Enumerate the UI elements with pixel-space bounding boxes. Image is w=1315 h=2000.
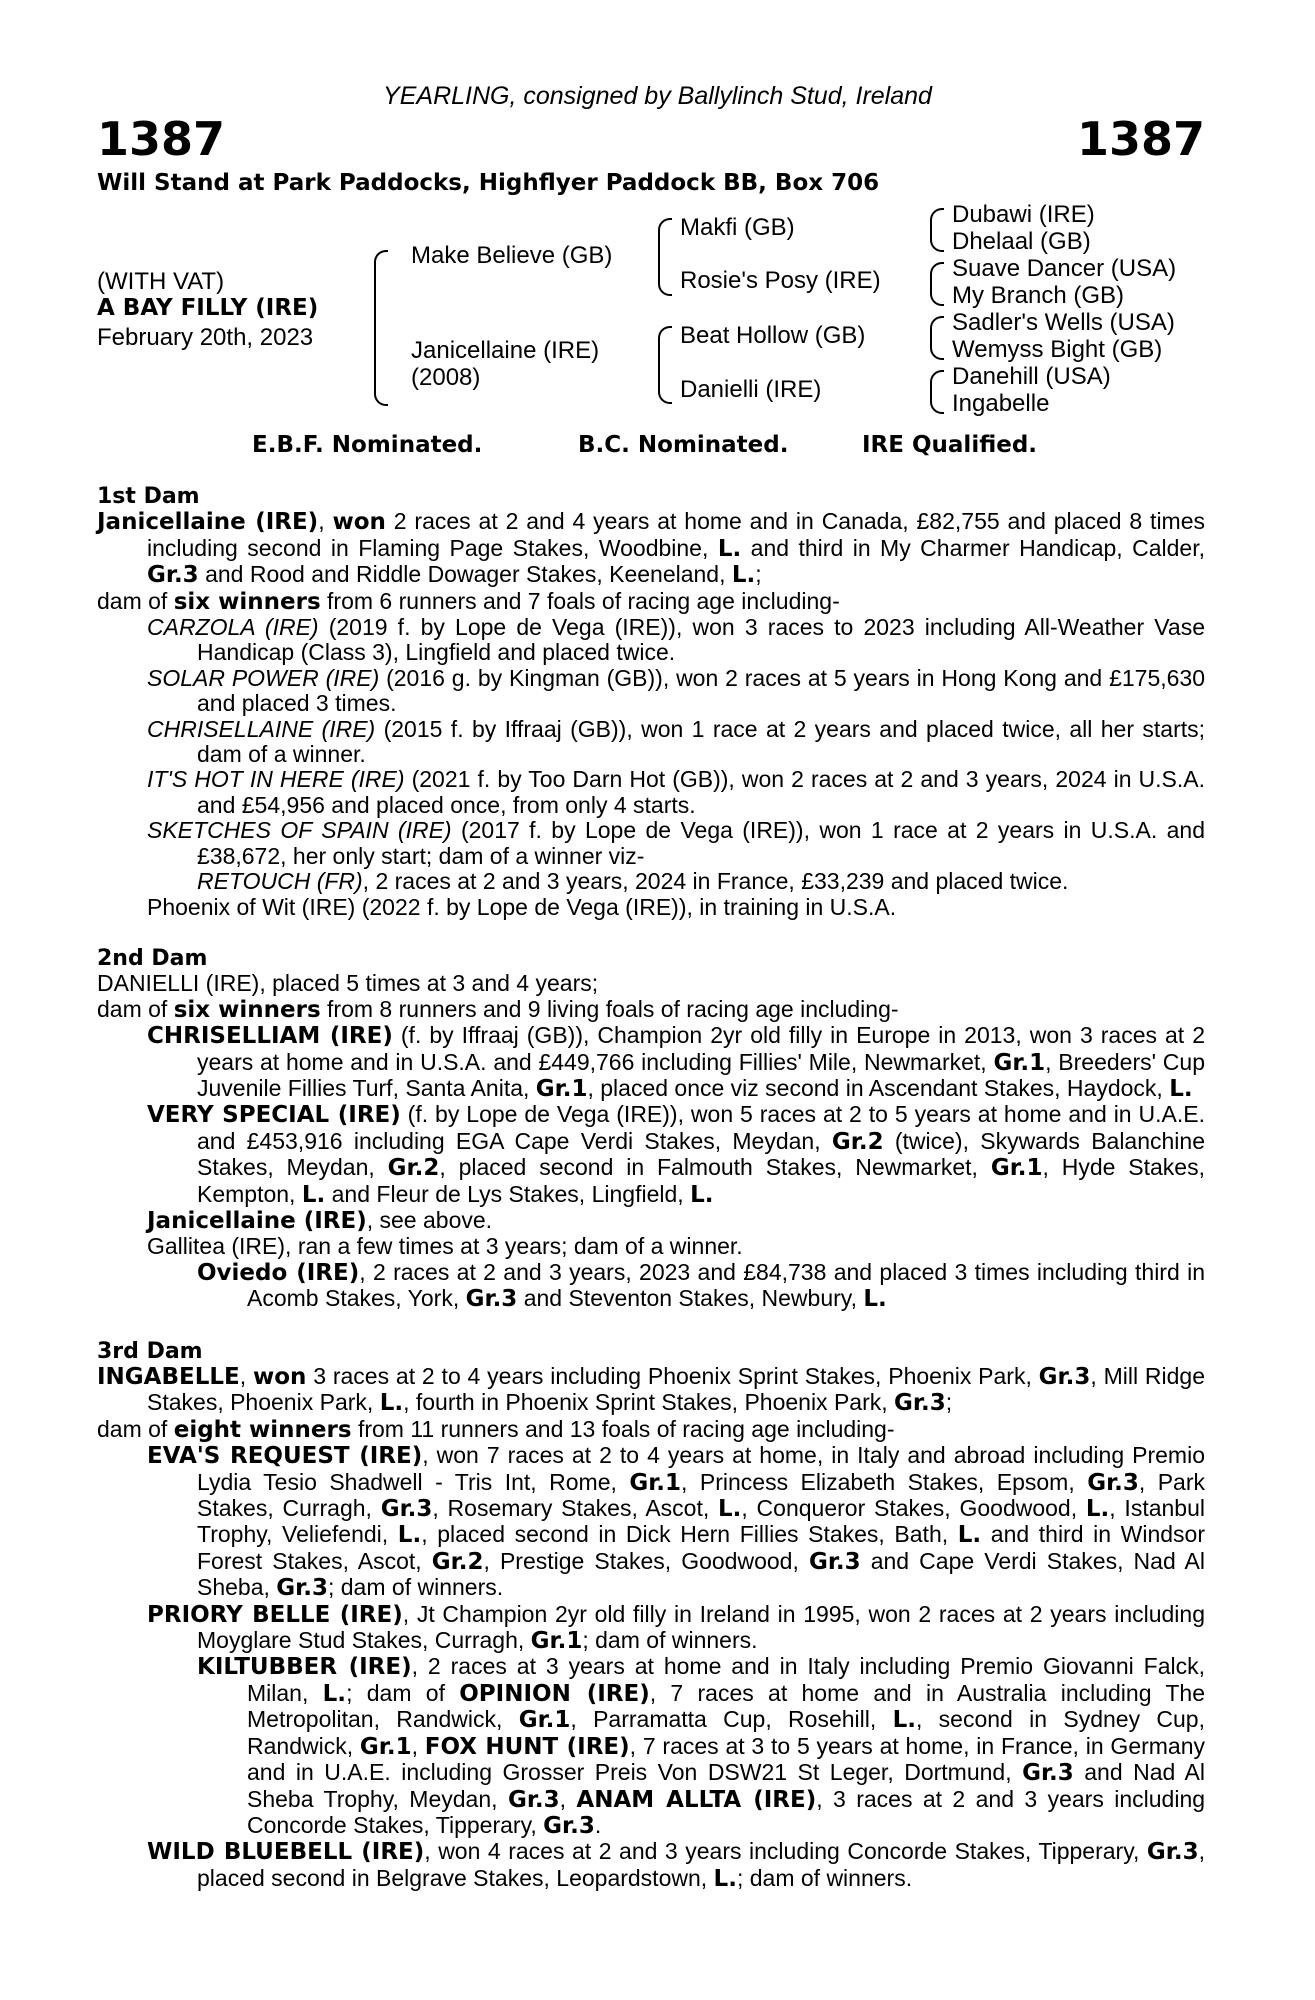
text-run: , second in Sydney Cup, Randwick, (247, 1706, 1205, 1759)
third-dam-produce-summary (97, 1417, 1205, 1443)
sire-name: Make Believe (GB) (411, 242, 613, 269)
bold-text-run: Janicellaine (IRE) (147, 1207, 367, 1234)
text-run: and Steventon Stakes, Newbury, (517, 1285, 864, 1312)
text-run: , Princess Elizabeth Stakes, Epsom, (681, 1468, 1088, 1495)
text-run: , placed once viz second in Ascendant Stakes, Haydock, (587, 1074, 1170, 1101)
text-run: ; (755, 561, 762, 588)
produce-entry (97, 1023, 1205, 1102)
text-run: (2015 f. by Iffraaj (GB)), won 1 race at 2 years and placed twice, all her starts; dam of a winner. (197, 715, 1206, 768)
bold-text-run: Gr.2 (431, 1548, 484, 1575)
text-run: , Mill Ridge Stakes, Phoenix Park, (147, 1363, 1205, 1416)
bracket-gg4 (930, 370, 944, 414)
produce-entry (97, 615, 1205, 666)
bold-text-run: Gr.1 (359, 1733, 412, 1760)
text-run: from 6 runners and 7 foals of racing age including- (320, 587, 840, 614)
lot-number-right: 1387 (1076, 112, 1205, 166)
italic-text-run: RETOUCH (FR) (197, 868, 363, 895)
bold-text-run: won (332, 509, 386, 536)
text-run: , (411, 1732, 425, 1759)
bold-text-run: Gr.3 (507, 1786, 560, 1813)
bracket-gg1 (930, 208, 944, 252)
text-run: 3 races at 2 to 4 years including Phoenix Sprint Stakes, Phoenix Park, (306, 1363, 1039, 1389)
text-run: , (559, 1785, 577, 1812)
produce-entry (97, 1654, 1205, 1839)
bold-text-run: L. (690, 1181, 714, 1208)
first-dam-record (97, 509, 1205, 588)
bold-text-run: CHRISELLIAM (IRE) (147, 1023, 393, 1050)
dam-name: Janicellaine (IRE) (411, 337, 600, 364)
bold-text-run: Gr.1 (629, 1469, 682, 1496)
bold-text-run: L. (957, 1522, 982, 1549)
produce-entry (97, 1102, 1205, 1208)
produce-entry (97, 895, 1205, 920)
text-run: . (594, 1811, 602, 1838)
text-run: ; (945, 1389, 953, 1416)
text-run: and Cape Verdi Stakes, Nad Al Sheba, (197, 1547, 1206, 1601)
bold-text-run: Gr.3 (465, 1286, 518, 1313)
bold-text-run: Gr.1 (535, 1075, 588, 1102)
bold-text-run: Gr.3 (1087, 1469, 1139, 1496)
text-run: , Conqueror Stakes, Goodwood, (741, 1495, 1086, 1522)
text-run: , Prestige Stakes, Goodwood, (483, 1547, 809, 1574)
consignment-line: YEARLING, consigned by Ballylinch Stud, Ireland (383, 82, 932, 110)
text-run: 2 races at 2 and 4 years at home and in Canada, £82,755 and placed 8 times including second in Flaming Page Stakes, Woodbine, (147, 508, 1206, 561)
produce-entry (97, 717, 1205, 768)
text-run: , fourth in Phoenix Sprint Stakes, Phoenix Park, (403, 1389, 895, 1416)
text-run: , Parramatta Cup, Rosehill, (570, 1706, 893, 1733)
text-run: , 2 races at 3 years at home and in Italy including Premio Giovanni Falck, Milan, (247, 1653, 1206, 1706)
lot-number-left: 1387 (97, 112, 226, 166)
bold-text-run: L. (713, 1865, 737, 1892)
text-run: , placed second in Falmouth Stakes, Newmarket, (439, 1154, 991, 1181)
bold-text-run: L. (301, 1181, 326, 1208)
produce-entry (97, 767, 1205, 818)
bc-nomination: B.C. Nominated. (578, 432, 789, 458)
second-dam-record (97, 971, 1205, 996)
bold-text-run: FOX HUNT (IRE) (424, 1733, 630, 1760)
bold-text-run: L. (1085, 1496, 1110, 1523)
bold-text-run: Oviedo (IRE) (197, 1259, 360, 1286)
bold-text-run: L. (718, 1496, 742, 1523)
gg-dds: Danehill (USA) (952, 363, 1111, 390)
dam-sections (97, 484, 1205, 1892)
bold-text-run: Gr.1 (530, 1628, 583, 1655)
bold-text-run: EVA'S REQUEST (IRE) (147, 1443, 423, 1470)
text-run: dam of (97, 587, 174, 614)
ebf-nomination: E.B.F. Nominated. (252, 432, 483, 458)
bracket-gg2 (930, 262, 944, 306)
bold-text-run: L. (731, 562, 756, 589)
italic-text-run: IT'S HOT IN HERE (IRE) (147, 766, 405, 793)
text-run: Phoenix of Wit (IRE) (2022 f. by Lope de Vega (IRE)), in training in U.S.A. (147, 893, 897, 920)
text-run: DANIELLI (IRE), placed 5 times at 3 and 4 years; (97, 970, 599, 997)
bold-text-run: Gr.3 (808, 1548, 861, 1575)
bracket-sire (658, 218, 672, 296)
produce-entry (97, 1602, 1205, 1655)
text-run: , 3 races at 2 and 3 years including Concorde Stakes, Tipperary, (247, 1785, 1206, 1838)
bold-text-run: Gr.2 (387, 1155, 440, 1182)
text-run: , Istanbul Trophy, Veliefendi, (197, 1495, 1205, 1548)
dam-year: (2008) (411, 364, 481, 391)
text-run: and third in My Charmer Handicap, Calder, (741, 534, 1205, 561)
text-run: , won 7 races at 2 to 4 years at home, in Italy and abroad including Premio Lydia Tesio Shadwell - Tris Int, Rome, (197, 1442, 1205, 1495)
text-run: from 11 runners and 13 foals of racing age including- (351, 1415, 895, 1442)
bold-text-run: Gr.3 (894, 1390, 946, 1417)
text-run: ; dam of winners. (327, 1574, 504, 1601)
bold-text-run: Gr.3 (147, 562, 199, 589)
stand-location: Will Stand at Park Paddocks, Highflyer Paddock BB, Box 706 (97, 170, 880, 196)
bold-text-run: Gr.1 (993, 1049, 1046, 1076)
third-dam-record (97, 1364, 1205, 1417)
bold-text-run: OPINION (IRE) (459, 1680, 650, 1707)
second-dam-heading: 2nd Dam (97, 945, 208, 971)
bold-text-run: Gr.1 (518, 1707, 571, 1734)
foaling-date: February 20th, 2023 (97, 324, 314, 351)
bold-text-run: Gr.3 (1038, 1364, 1091, 1390)
bracket-dam (658, 326, 672, 404)
text-run: (2021 f. by Too Darn Hot (GB)), won 2 races at 2 and 3 years, 2024 in U.S.A. and £54,956 and placed once, from only 4 starts. (197, 766, 1206, 818)
second-dam-produce-summary (97, 997, 1205, 1023)
text-run: , 2 races at 2 and 3 years, 2024 in France, £33,239 and placed twice. (362, 868, 1069, 895)
text-run: (twice), Skywards Balanchine Stakes, Meydan, (197, 1127, 1205, 1181)
bold-text-run: L. (379, 1390, 404, 1417)
bracket-gg3 (930, 316, 944, 360)
italic-text-run: SOLAR POWER (IRE) (147, 664, 380, 691)
ire-qualification: IRE Qualified. (862, 432, 1038, 458)
bold-text-run: PRIORY BELLE (IRE) (147, 1601, 403, 1628)
text-run: , see above. (366, 1206, 493, 1233)
text-run: , (318, 508, 333, 535)
gg-dsd: Wemyss Bight (GB) (952, 336, 1163, 363)
bracket-parents (374, 250, 388, 406)
first-dam-heading: 1st Dam (97, 484, 200, 509)
bold-text-run: six winners (173, 588, 321, 615)
text-run: Gallitea (IRE), ran a few times at 3 years; dam of a winner. (147, 1233, 743, 1260)
italic-text-run: CHRISELLAINE (IRE) (147, 715, 376, 742)
text-run: dam of (97, 995, 174, 1022)
text-run: , (239, 1363, 253, 1389)
text-run: , 2 races at 2 and 3 years, 2023 and £84,738 and placed 3 times including third in Acomb Stakes, York, (247, 1258, 1205, 1312)
produce-entry (97, 1443, 1205, 1601)
gg-sds: Suave Dancer (USA) (952, 255, 1177, 282)
bold-text-run: eight winners (173, 1416, 352, 1443)
sire-sire: Makfi (GB) (680, 214, 795, 241)
bold-text-run: Gr.2 (831, 1128, 884, 1155)
first-dam-produce-summary (97, 589, 1205, 615)
dam-dam: Danielli (IRE) (680, 376, 822, 403)
gg-sss: Dubawi (IRE) (952, 201, 1095, 228)
text-run: , Breeders' Cup Juvenile Fillies Turf, Santa Anita, (197, 1048, 1205, 1101)
produce-entry (97, 869, 1205, 894)
text-run: , Jt Champion 2yr old filly in Ireland in 1995, won 2 races at 2 years including Moyglare Stud Stakes, Curragh, (197, 1600, 1205, 1654)
bold-text-run: L. (322, 1680, 347, 1707)
bold-text-run: VERY SPECIAL (IRE) (147, 1102, 401, 1129)
bold-text-run: six winners (173, 996, 321, 1023)
text-run: and Nad Al Sheba Trophy, Meydan, (247, 1759, 1205, 1812)
text-run: , placed second in Dick Hern Fillies Stakes, Bath, (421, 1521, 958, 1548)
bold-text-run: ANAM ALLTA (IRE) (576, 1786, 817, 1813)
dam-sire: Beat Hollow (GB) (680, 322, 866, 349)
gg-sdd: My Branch (GB) (952, 282, 1125, 309)
gg-ssd: Dhelaal (GB) (952, 228, 1091, 255)
bold-text-run: WILD BLUEBELL (IRE) (147, 1839, 425, 1866)
bold-text-run: INGABELLE (97, 1364, 240, 1390)
text-run: , placed second in Belgrave Stakes, Leopardstown, (197, 1838, 1205, 1891)
bold-text-run: L. (892, 1707, 916, 1734)
third-dam-heading: 3rd Dam (97, 1338, 203, 1364)
produce-entry (97, 818, 1205, 869)
bold-text-run: Gr.1 (990, 1155, 1043, 1182)
text-run: (2016 g. by Kingman (GB)), won 2 races at 5 years in Hong Kong and £175,630 and placed 3 times. (197, 664, 1205, 717)
text-run: ; dam of winners. (736, 1864, 913, 1891)
text-run: (f. by Lope de Vega (IRE)), won 5 races at 2 to 5 years at home and in U.A.E. and £453,916 including EGA Cape Verdi Stakes, Meydan, (197, 1101, 1205, 1154)
italic-text-run: CARZOLA (IRE) (147, 614, 319, 641)
bold-text-run: won (252, 1364, 307, 1390)
text-run: , Rosemary Stakes, Ascot, (432, 1495, 718, 1522)
text-run: , 7 races at 3 to 5 years at home, in France, in Germany and in U.A.E. including Grosser Preis Von DSW21 St Leger, Dortmund, (247, 1732, 1206, 1786)
bold-text-run: Gr.3 (1146, 1839, 1199, 1866)
bold-text-run: Gr.3 (1022, 1760, 1074, 1787)
bold-text-run: L. (1169, 1075, 1193, 1102)
gg-ddd: Ingabelle (952, 390, 1050, 417)
bold-text-run: Gr.3 (276, 1575, 328, 1602)
text-run: , Hyde Stakes, Kempton, (197, 1154, 1205, 1207)
text-run: dam of (97, 1415, 174, 1442)
horse-name: A BAY FILLY (IRE) (97, 295, 319, 321)
produce-entry (97, 1234, 1205, 1259)
text-run: (2017 f. by Lope de Vega (IRE)), won 1 race at 2 years in U.S.A. and £38,672, her only start; dam of a winner viz- (197, 817, 1205, 869)
bold-text-run: KILTUBBER (IRE) (197, 1654, 412, 1681)
text-run: , Park Stakes, Curragh, (197, 1468, 1206, 1522)
sire-dam: Rosie's Posy (IRE) (680, 267, 881, 294)
text-run: from 8 runners and 9 living foals of racing age including- (320, 995, 899, 1022)
italic-text-run: SKETCHES OF SPAIN (IRE) (147, 817, 452, 844)
text-run: , 7 races at home and in Australia including The Metropolitan, Randwick, (247, 1679, 1206, 1733)
vat-note: (WITH VAT) (97, 268, 225, 295)
text-run: , won 4 races at 2 and 3 years including Concorde Stakes, Tipperary, (424, 1838, 1147, 1865)
bold-text-run: L. (717, 535, 742, 562)
text-run: and Fleur de Lys Stakes, Lingfield, (325, 1180, 691, 1207)
produce-entry (97, 1839, 1205, 1892)
text-run: ; dam of winners. (582, 1627, 758, 1654)
gg-dss: Sadler's Wells (USA) (952, 309, 1175, 336)
produce-entry (97, 1208, 1205, 1234)
text-run: ; dam of (346, 1679, 460, 1706)
bold-text-run: L. (397, 1522, 422, 1549)
bold-text-run: L. (863, 1286, 887, 1313)
text-run: (f. by Iffraaj (GB)), Champion 2yr old filly in Europe in 2013, won 3 races at 2 years at home and in U.S.A. and £449,766 including Fillies' Mile, Newmarket, (197, 1022, 1205, 1075)
produce-entry (97, 666, 1205, 717)
produce-entry (97, 1260, 1205, 1313)
bold-text-run: Janicellaine (IRE) (97, 509, 319, 536)
text-run: and third in Windsor Forest Stakes, Ascot, (197, 1521, 1205, 1574)
text-run: and Rood and Riddle Dowager Stakes, Keeneland, (198, 561, 732, 588)
bold-text-run: Gr.3 (543, 1812, 595, 1839)
text-run: (2019 f. by Lope de Vega (IRE)), won 3 races to 2023 including All-Weather Vase Handicap (Class 3), Lingfield and placed twice. (197, 614, 1205, 666)
bold-text-run: Gr.3 (380, 1496, 433, 1523)
